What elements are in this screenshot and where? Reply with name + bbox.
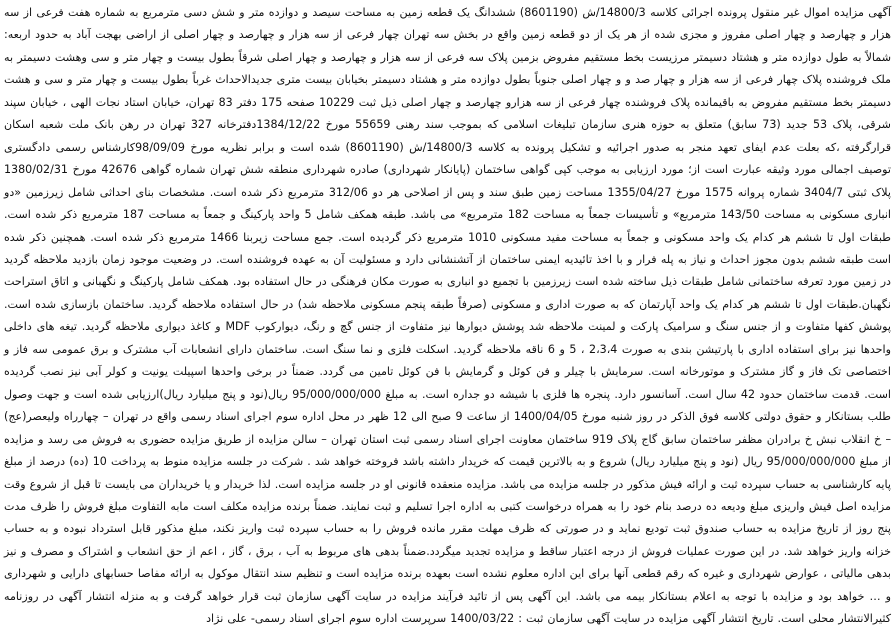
auction-notice-text: آگهی مزایده اموال غیر منقول پرونده اجرائی کلاسه 14800/3/ش (8601190) ششدانگ یک قطعه زمین به مساحت سیصد و دوازده متر و شش دسی مترمربع به شماره هفت فرعی از سه هزار و چهارصد و چهار اصلی مفروز و مجزی شده از هر یک از دو قطعه زمین واقع در بخش سه تهران چهار فرعی از سه هزار و چهارصد و چهار اصلی از اراضی بهجت آباد به حدود اربعه: شمالاً به طول دوازده متر و هشتاد دسیمتر مرزیست بخط مستقیم مفروض بزمین پلاک سه فرعی از سه هزار و چهارصد و چهار اصلی شرقاً بطول بیست و چهار متر و سی وهشت دسیمتر به ملک فروشنده پلاک چهار فرعی از سه هزار و چهار صد و و چهار اصلی جنوباً بطول دوازده متر و هشتاد دسیمتر بخیابان بیست متری جدیدالاحداث غرباً بطول بیست و چهار متر و سی و هشت دسیمتر بخط مستقیم مفروض به باقیمانده پلاک فروشنده چهار فرعی از سه هزارو چهارصد و چهار اصلی ذیل ثبت 10229 صفحه 175 دفتر 83 تهران، خیابان استاد نجات الهی ، خیابان سپند شرقی، پلاک 53 جدید (73 سابق) متعلق به حوزه هنری سازمان تبلیغات اسلامی که بموجب سند رهنی 55659 مورخ 1384/12/22دفترخانه 327 تهران در رهن بانک ملت شعبه اسکان قرارگرفته ،که بعلت عدم ایفای تعهد منجر به صدور اجرائیه و تشکیل پرونده به کلاسه 14800/3/ش (8601190) شده است و برابر نظریه مورخ 98/09/09کارشناس رسمی دادگستری توصیف اجمالی مورد وثیقه عبارت است از؛ مورد ارزیابی به موجب کپی گواهی ساختمان (پایانکار شهرداری) صادره شهرداری منطقه شش تهران شماره گواهی 42676 مورخ 1380/02/31 پلاک ثبتی 3404/7 شماره پروانه 1575 مورخ 1355/04/27 مساحت زمین طبق سند و پس از اصلاحی هر دو 312/06 مترمربع ذکر شده است. مشخصات بنای احداثی شامل زیرزمین «دو انباری مسکونی به مساحت 143/50 مترمربع» و تأسیسات جمعاً به مساحت 182 مترمربع» می باشد. طبقه همکف شامل 5 واحد پارکینگ و جمعاً به مساحت 187 مترمربع ذکر شده است. طبقات اول تا ششم هر کدام یک واحد مسکونی و جمعاً به مساحت مفید مسکونی 1010 مترمربع ذکر گردیده است. جمع مساحت زیربنا 1466 مترمربع ذکر شده است. همچنین ذکر شده است طبقه ششم بدون مجوز احداث و نیاز به پله فرار و با اخذ تائیدیه ایمنی ساختمان از آتشنشانی دارد و مسئولیت آن به عهده فروشنده است. در وضعیت موجود زمان بازدید ملاحظه گردید در زمین مورد تعرفه ساختمانی شامل طبقات ذیل ساخته شده است زیرزمین با تجمیع دو انباری به صورت مکان فرهنگی در حال استفاده بود. همکف شامل پارکینگ و نگهبانی و اتاق استراحت نگهبان.طبقات اول تا ششم هر کدام یک واحد آپارتمان که به صورت اداری و مسکونی (صرفاً طبقه پنجم مسکونی ملاحظه شد) در حال استفاده ملاحظه گردید. ساختمان بازسازی شده است. پوشش کفها متفاوت و از جنس سنگ و سرامیک پارکت و لمینت ملاحظه شد پوشش دیوارها نیز متفاوت از جنس گچ و رنگ، دیوارکوب MDF و کاغذ دیواری ملاحظه گردید. تیغه های داخلی واحدها نیز برای استفاده اداری با پارتیشن بندی به صورت 2،3،4 ، 5 و 6 ناقه ملاحظه گردید. اسکلت فلزی و نما سنگ است. ساختمان دارای انشعابات آب مشترک و برق عمومی سه فاز و اختصاصی تک فاز و گاز مشترک و موتورخانه است. سرمایش با چیلر و فن کوئل و گرمایش با فن کوئل تامین می گردد. ضمناً در برخی واحدها اسپیلت یونیت و کولر آبی نیز نصب گردیده است. قدمت ساختمان حدود 42 سال است. آسانسور دارد. پنجره ها فلزی با شیشه دو جداره است. به مبلغ 95/000/000/000 ریال(نود و پنج میلیارد ریال)ارزیابی شده است و جهت وصول طلب بستانکار و حقوق دولتی کلاسه فوق الذکر در روز شنبه مورخ 1400/04/05 از ساعت 9 صبح الی 12 ظهر در محل اداره سوم اجرای اسناد رسمی واقع در تهران – چهارراه ولیعصر(عج) – خ انقلاب نبش خ برادران مظفر ساختمان سابق گاج پلاک 919 ساختمان معاونت اجرای اسناد رسمی ثبت استان تهران – سالن مزایده از طریق مزایده حضوری به فروش می رسد و مزایده از مبلغ 95/000/000/000 ریال (نود و پنج میلیارد ریال) شروع و به بالاترین قیمت که خریدار داشته باشد فروخته خواهد شد . شرکت در جلسه مزایده منوط به پرداخت 10 (ده) درصد از مبلغ پایه کارشناسی به حساب سپرده ثبت و ارائه فیش مذکور در جلسه مزایده می باشد. مزایده منعقده قانونی او در جلسه مزایده است. لذا خریدار و یا خریداران می بایست تا قبل از شروع وقت مزایده اصل فیش واریزی مبلغ ودیعه ده درصد بنام خود را به همراه درخواست کتبی به اداره اجرا تسلیم و ثبت نمایند. ضمناً برنده مزایده مکلف است مابه التفاوت مبلغ فروش را ظرف مدت پنج روز از تاریخ مزایده به حساب صندوق ثبت تودیع نماید و در صورتی که ظرف مهلت مقرر مانده فروش را به حساب سپرده ثبت واریز نکند، مبلغ مذکور قابل استرداد نبوده و به حساب خزانه واریز خواهد شد. در این صورت عملیات فروش از درجه اعتبار ساقط و مزایده تجدید میگردد.ضمناً بدهی های مربوط به آب ، برق ، گاز ، اعم از حق انشعاب و اشتراک و مصرف و نیز بدهی مالیاتی ، عوارض شهرداری و غیره که رقم قطعی آنها برای این اداره معلوم نشده است بعهده برنده مزایده است و تنظیم سند انتقال موکول به ارائه مفاصا حسابهای دارایی و شهرداری و … خواهد بود و مزایده با توجه به اعلام بستانکار بیمه می باشد. این آگهی پس از تائید فرآیند مزایده در سایت آگهی سازمان ثبت قرار خواهد گرفت و به منزله انتشار آگهی در روزنامه کثیرالانتشار محلی است. تاریخ انتشار آگهی مزایده در سایت آگهی سازمان ثبت : 1400/03/22 سرپرست اداره سوم اجرای اسناد رسمی- علی نژاد: [4, 6, 892, 626]
